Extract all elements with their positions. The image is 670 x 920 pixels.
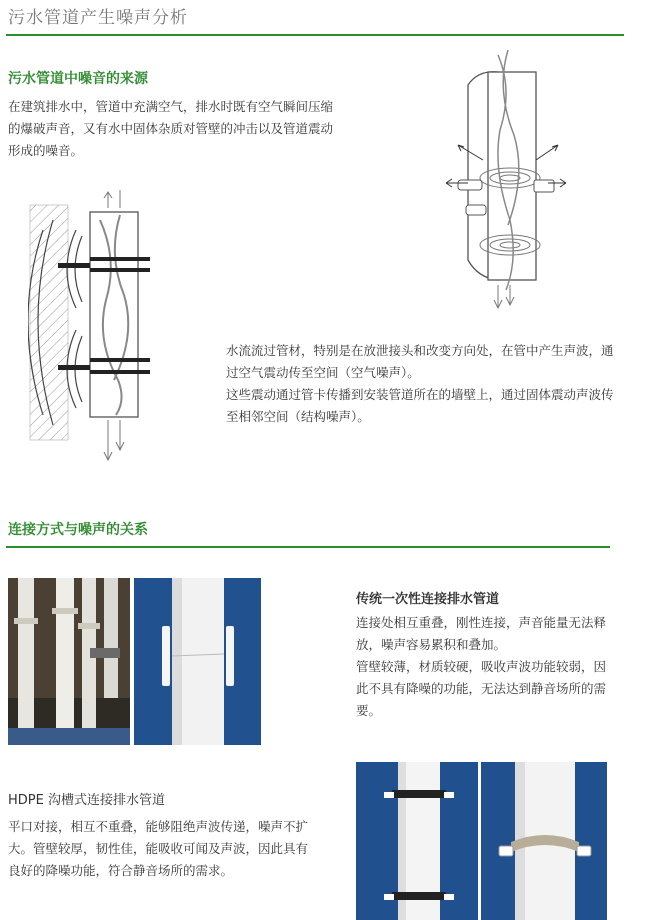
traditional-title: 传统一次性连接排水管道 xyxy=(356,592,500,607)
section-heading-noise-source: 污水管道中噪音的来源 xyxy=(8,71,148,87)
photo-hdpe-groove-joint xyxy=(481,762,607,920)
photo-installed-pipes xyxy=(8,578,130,745)
intro-text: 在建筑排水中，管道中充满空气，排水时既有空气瞬间压缩的爆破声音，又有水中固体杂质对管壁的冲击以及管道震动形成的噪音。 xyxy=(8,99,334,158)
traditional-description xyxy=(356,612,614,722)
photo-traditional-joint xyxy=(134,578,261,745)
title-divider xyxy=(6,34,624,36)
noise-explanation xyxy=(226,340,616,428)
traditional-text-2: 管壁较薄，材质较硬，吸收声波功能较弱，因此不具有降噪的功能，无法达到静音场所的需要。 xyxy=(356,659,607,718)
wall-pipe-illustration xyxy=(28,190,178,465)
hdpe-text: 平口对接，相互不重叠，能够阻绝声波传递，噪声不扩大。管壁较厚，韧性佳，能吸收可闻及声波，因此具有良好的降噪功能，符合静音场所的需求。 xyxy=(8,819,309,878)
photo-hdpe-clamps xyxy=(356,762,478,920)
section-heading-connection: 连接方式与噪声的关系 xyxy=(8,522,148,538)
airborne-noise-text: 水流流过管材，特别是在放泄接头和改变方向处，在管中产生声波，通过空气震动传至空间（空气噪声）。 xyxy=(226,343,614,380)
hdpe-description xyxy=(8,816,308,882)
intro-paragraph xyxy=(8,96,343,162)
structure-noise-text: 这些震动通过管卡传播到安装管道所在的墙壁上，通过固体震动声波传至相邻空间（结构噪声）。 xyxy=(226,387,614,424)
hdpe-title: HDPE 沟槽式连接排水管道 xyxy=(8,793,165,808)
section-divider xyxy=(6,546,610,548)
pipe-vibration-illustration xyxy=(438,50,568,312)
page-title: 污水管道产生噪声分析 xyxy=(8,8,188,28)
traditional-text-1: 连接处相互重叠，刚性连接，声音能量无法释放，噪声容易累积和叠加。 xyxy=(356,615,607,652)
